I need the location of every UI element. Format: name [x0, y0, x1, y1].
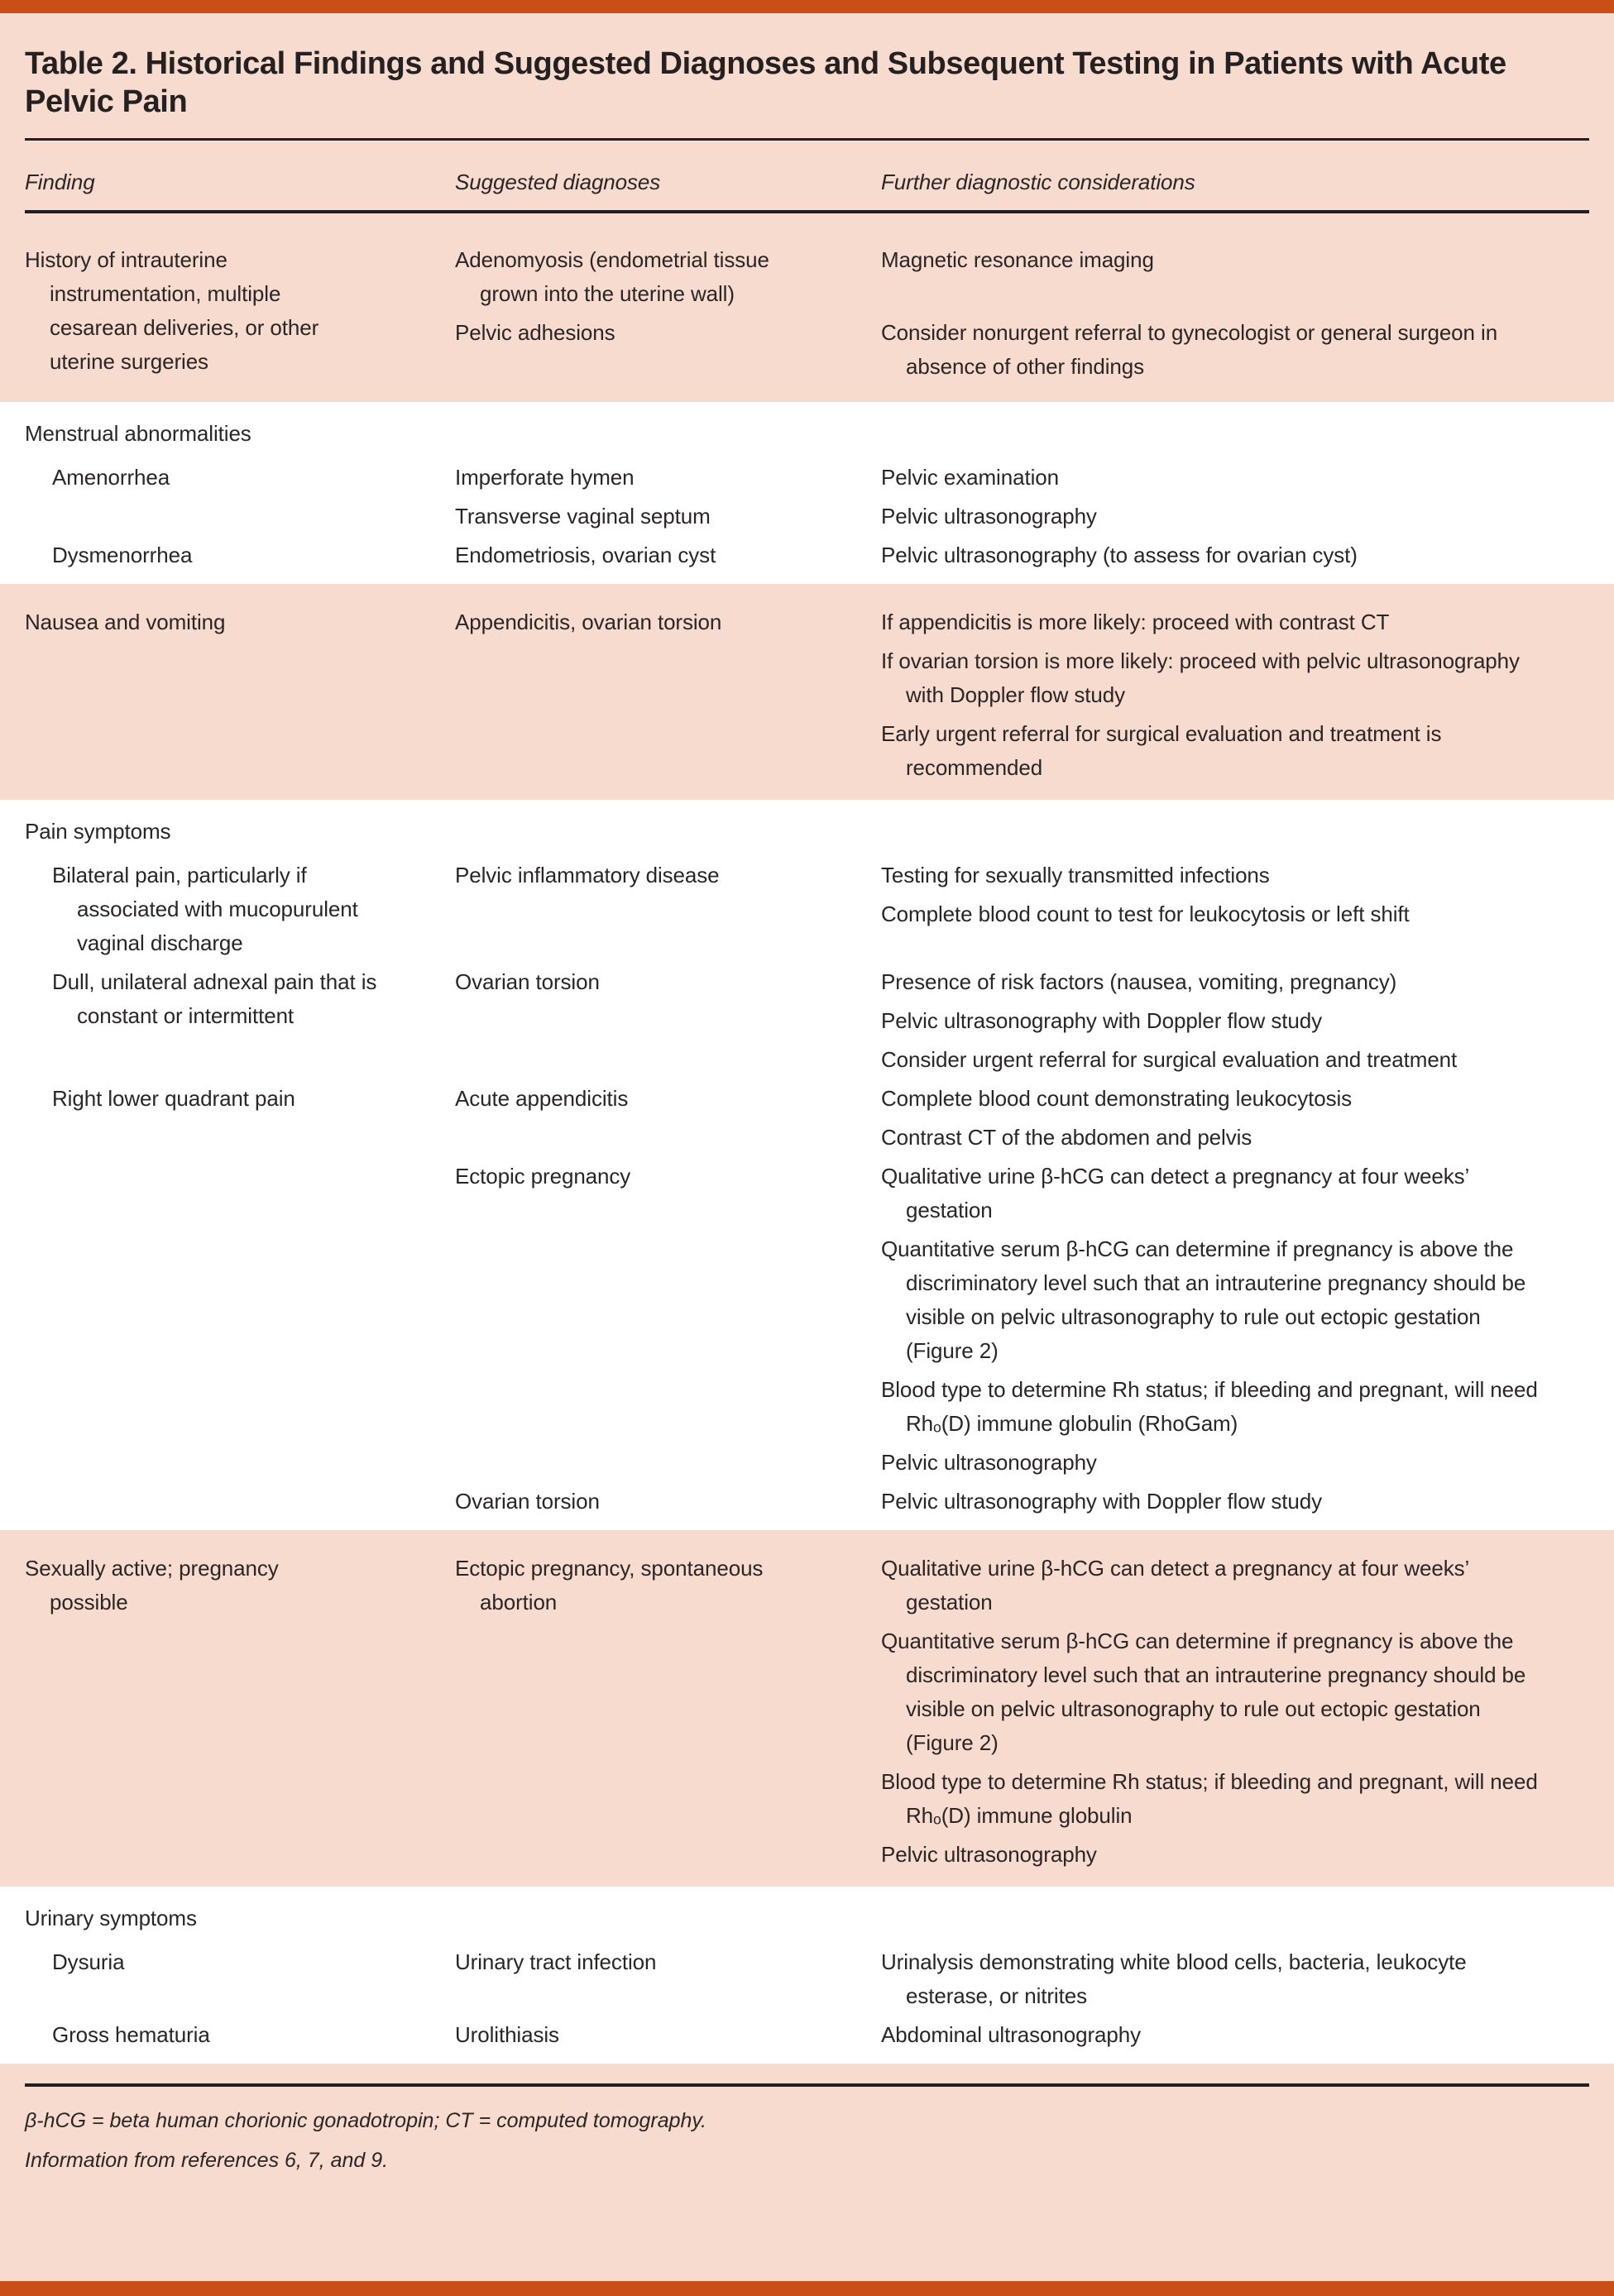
table-title: Table 2. Historical Findings and Suggested Diagnoses and Subsequent Testing in Patients with Acute Pelvic Pain: [25, 46, 1506, 119]
diagnosis-cell: Urinary tract infection: [455, 1949, 657, 1974]
footnote-abbreviations: β-hCG = beta human chorionic gonadotropin; CT = computed tomography.: [25, 2109, 706, 2132]
consideration-item: Quantitative serum β-hCG can determine if pregnancy is above the discriminatory level such that an intrauterine pregnancy should be visible on pelvic ultrasonography to rule out ectopic gestation (Figure 2): [881, 1629, 1526, 1755]
consideration-item: Pelvic ultrasonography (to assess for ovarian cyst): [881, 543, 1358, 567]
table-row: [25, 243, 1589, 384]
diagnosis-pair: [455, 1552, 1589, 1872]
diagnosis-pair: [455, 1485, 1589, 1519]
diagnosis-cell: Imperforate hymen: [455, 465, 635, 490]
considerations-cell: [881, 2018, 1589, 2052]
diagnosis-cell: Appendicitis, ovarian torsion: [455, 610, 722, 634]
finding-cell: Bilateral pain, particularly if associated with mucopurulent vaginal discharge: [52, 863, 358, 955]
diagnosis-pair: [455, 2018, 1589, 2052]
diagnosis-pair: [455, 1945, 1589, 2013]
table-row-band: [0, 800, 1614, 1530]
table-row: [25, 859, 1589, 960]
considerations-cell: [881, 859, 1589, 931]
consideration-item: Contrast CT of the abdomen and pelvis: [881, 1125, 1252, 1150]
diagnosis-cell: Endometriosis, ovarian cyst: [455, 543, 716, 567]
row-pairs: [455, 1552, 1589, 1872]
table-row-band: [0, 1530, 1614, 1887]
finding-cell: Gross hematuria: [52, 2022, 210, 2047]
diagnosis-cell: Ectopic pregnancy: [455, 1164, 631, 1189]
considerations-cell: [881, 1552, 1589, 1872]
consideration-item: If appendicitis is more likely: proceed with contrast CT: [881, 610, 1390, 634]
consideration-item: Blood type to determine Rh status; if bleeding and pregnant, will need Rhₒ(D) immune globulin (RhoGam): [881, 1377, 1538, 1436]
considerations-cell: [881, 243, 1589, 277]
diagnosis-cell: Acute appendicitis: [455, 1086, 629, 1111]
table-row: [25, 461, 1589, 533]
row-group-label: Menstrual abnormalities: [25, 421, 251, 446]
diagnosis-pair: [455, 605, 1589, 785]
diagnosis-cell: Pelvic inflammatory disease: [455, 863, 720, 887]
diagnosis-pair: [455, 965, 1589, 1077]
consideration-item: Pelvic ultrasonography: [881, 1842, 1097, 1867]
diagnosis-cell: Adenomyosis (endometrial tissue grown into the uterine wall): [455, 247, 769, 306]
consideration-item: Qualitative urine β-hCG can detect a pregnancy at four weeks’ gestation: [881, 1556, 1469, 1614]
footnote-references: Information from references 6, 7, and 9.: [25, 2149, 389, 2172]
row-pairs: [455, 859, 1589, 931]
diagnosis-cell: Ectopic pregnancy, spontaneous abortion: [455, 1556, 764, 1614]
diagnosis-cell: Urolithiasis: [455, 2022, 559, 2047]
diagnosis-cell: Transverse vaginal septum: [455, 504, 711, 529]
consideration-item: Consider nonurgent referral to gynecologist or general surgeon in absence of other findings: [881, 320, 1498, 379]
diagnosis-pair: [455, 859, 1589, 931]
column-header-diagnoses: Suggested diagnoses: [455, 170, 661, 194]
diagnosis-pair: [455, 461, 1589, 495]
finding-cell: Nausea and vomiting: [25, 610, 226, 634]
table-row: [25, 1945, 1589, 2013]
consideration-item: Pelvic ultrasonography: [881, 1450, 1097, 1475]
diagnosis-pair: [455, 316, 1589, 384]
consideration-item: Qualitative urine β-hCG can detect a pregnancy at four weeks’ gestation: [881, 1164, 1469, 1222]
consideration-item: Presence of risk factors (nausea, vomiting, pregnancy): [881, 969, 1397, 994]
considerations-cell: [881, 461, 1589, 495]
column-header-row: [0, 165, 1614, 199]
consideration-item: Pelvic examination: [881, 465, 1059, 490]
footer-divider: [25, 2083, 1589, 2087]
consideration-item: If ovarian torsion is more likely: proceed with pelvic ultrasonography with Doppler flow study: [881, 648, 1520, 707]
finding-cell: Dysmenorrhea: [52, 543, 193, 567]
considerations-cell: [881, 1160, 1589, 1480]
table-row: [25, 1082, 1589, 1519]
considerations-cell: [881, 605, 1589, 785]
consideration-item: Early urgent referral for surgical evaluation and treatment is recommended: [881, 721, 1442, 780]
row-group-label: Urinary symptoms: [25, 1906, 197, 1930]
table-row-band: [0, 584, 1614, 800]
diagnosis-pair: [455, 1160, 1589, 1480]
considerations-cell: [881, 965, 1589, 1077]
considerations-cell: [881, 316, 1589, 384]
title-divider: [25, 138, 1589, 141]
row-pairs: [455, 605, 1589, 785]
table-footer: [0, 2064, 1614, 2174]
consideration-item: Complete blood count to test for leukocytosis or left shift: [881, 902, 1410, 926]
finding-cell: Right lower quadrant pain: [52, 1086, 295, 1111]
considerations-cell: [881, 1945, 1589, 2013]
row-pairs: [455, 1082, 1589, 1519]
diagnosis-pair: [455, 243, 1589, 311]
diagnosis-cell: Pelvic adhesions: [455, 320, 615, 345]
consideration-item: Testing for sexually transmitted infections: [881, 863, 1270, 887]
table-row-band: [0, 402, 1614, 584]
table-row: [25, 538, 1589, 572]
considerations-cell: [881, 1485, 1589, 1519]
diagnosis-cell: Ovarian torsion: [455, 969, 600, 994]
column-header-finding: Finding: [25, 170, 95, 194]
table-row-band: [0, 213, 1614, 402]
consideration-item: Blood type to determine Rh status; if bleeding and pregnant, will need Rhₒ(D) immune globulin: [881, 1769, 1538, 1828]
finding-cell: History of intrauterine instrumentation, multiple cesarean deliveries, or other uterine surgeries: [25, 247, 319, 374]
diagnosis-cell: Ovarian torsion: [455, 1489, 600, 1514]
top-accent-bar: [0, 0, 1614, 13]
consideration-item: Consider urgent referral for surgical evaluation and treatment: [881, 1047, 1458, 1072]
finding-cell: Dysuria: [52, 1949, 125, 1974]
row-pairs: [455, 1945, 1589, 2013]
table-body: [0, 213, 1614, 2064]
row-pairs: [455, 461, 1589, 533]
consideration-item: Pelvic ultrasonography with Doppler flow study: [881, 1008, 1322, 1033]
column-header-considerations: Further diagnostic considerations: [881, 170, 1195, 194]
consideration-item: Urinalysis demonstrating white blood cells, bacteria, leukocyte esterase, or nitrites: [881, 1949, 1467, 2008]
row-pairs: [455, 538, 1589, 572]
table-row: [25, 1552, 1589, 1872]
consideration-item: Pelvic ultrasonography with Doppler flow study: [881, 1489, 1322, 1514]
finding-cell: Dull, unilateral adnexal pain that is constant or intermittent: [52, 969, 377, 1028]
table-row: [25, 2018, 1589, 2052]
consideration-item: Quantitative serum β-hCG can determine if pregnancy is above the discriminatory level such that an intrauterine pregnancy should be visible on pelvic ultrasonography to rule out ectopic gestation (Figure 2): [881, 1236, 1526, 1363]
row-pairs: [455, 243, 1589, 384]
consideration-item: Magnetic resonance imaging: [881, 247, 1154, 272]
table-row: [25, 965, 1589, 1077]
considerations-cell: [881, 1082, 1589, 1155]
considerations-cell: [881, 538, 1589, 572]
diagnosis-pair: [455, 538, 1589, 572]
consideration-item: Pelvic ultrasonography: [881, 504, 1097, 529]
finding-cell: Amenorrhea: [52, 465, 170, 490]
consideration-item: Complete blood count demonstrating leukocytosis: [881, 1086, 1353, 1111]
diagnosis-pair: [455, 500, 1589, 533]
finding-cell: Sexually active; pregnancy possible: [25, 1556, 279, 1614]
bottom-accent-bar: [0, 2281, 1614, 2296]
table-row: [25, 605, 1589, 785]
consideration-item: Abdominal ultrasonography: [881, 2022, 1142, 2047]
diagnosis-pair: [455, 1082, 1589, 1155]
row-pairs: [455, 2018, 1589, 2052]
row-pairs: [455, 965, 1589, 1077]
table-row-band: [0, 1887, 1614, 2064]
considerations-cell: [881, 500, 1589, 533]
row-group-label: Pain symptoms: [25, 819, 171, 844]
